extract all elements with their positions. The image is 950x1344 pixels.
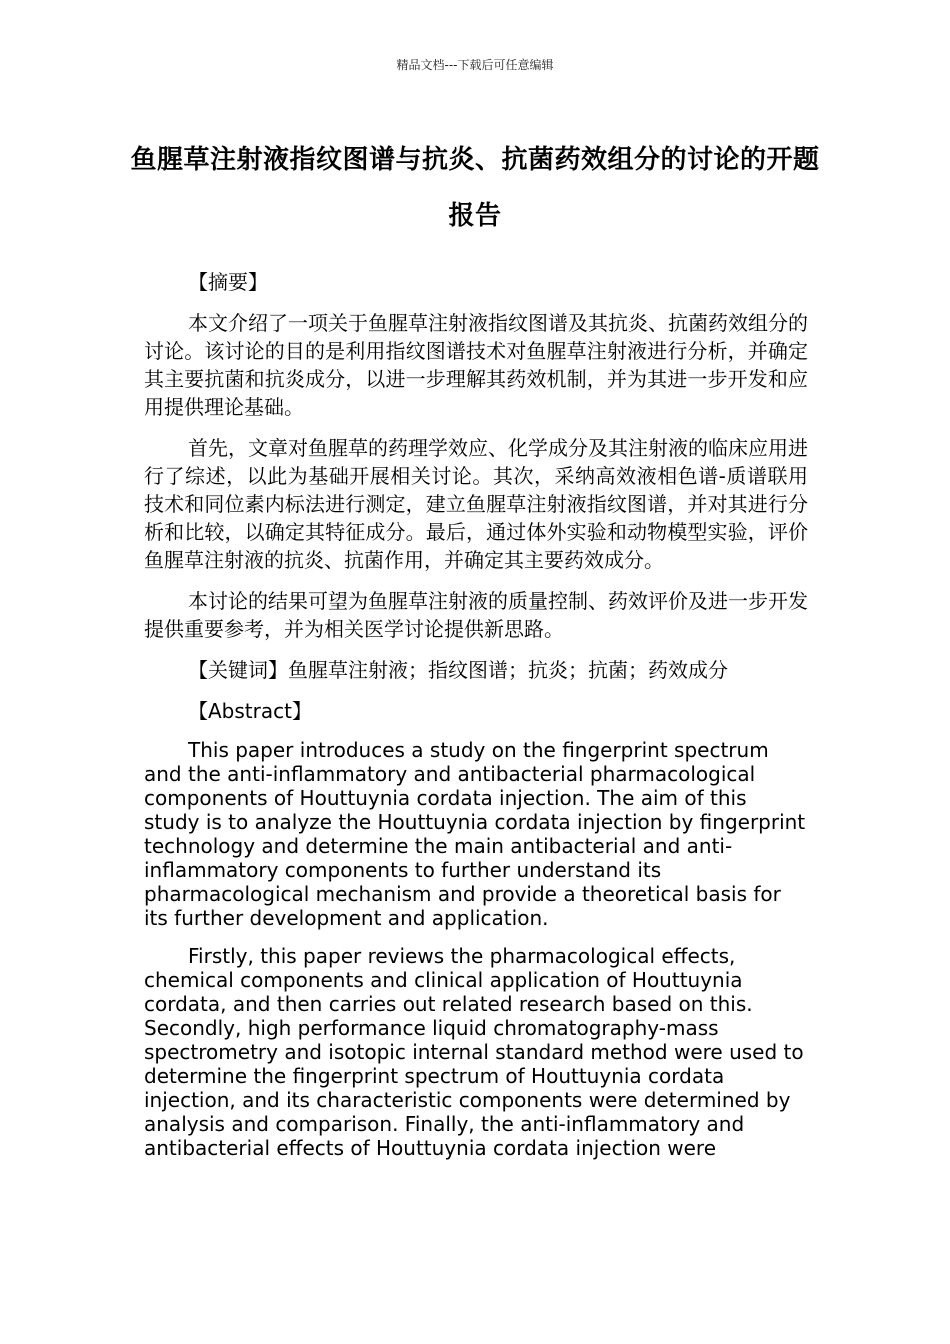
abstract-en-paragraph-2: Firstly, this paper reviews the pharmacological effects, chemical components and clinical application of Houttuynia cordata, and then carries out related research based on this. Secondly, high performance liquid chromatography-mass spectrometry and isotopic internal standard method were used to determine the fingerprint spectrum of Houttuynia cordata injection, and its characteristic components were determined by analysis and comparison. Finally, the anti-inflammatory and antibacterial effects of Houttuynia cordata injection were [144, 944, 804, 1160]
abstract-en-paragraph-1: This paper introduces a study on the fingerprint spectrum and the anti-inflammatory and antibacterial pharmacological components of Houttuynia cordata injection. The aim of this study is to analyze the Houttuynia cordata injection by fingerprint technology and determine the main antibacterial and anti-inflammatory components to further understand its pharmacological mechanism and provide a theoretical basis for its further development and application. [144, 738, 806, 930]
document-title: 鱼腥草注射液指纹图谱与抗炎、抗菌药效组分的讨论的开题报告 [130, 145, 820, 231]
abstract-cn-heading: 【摘要】 [188, 270, 268, 294]
abstract-en-heading: 【Abstract】 [188, 699, 312, 723]
abstract-cn-paragraph-2: 首先，文章对鱼腥草的药理学效应、化学成分及其注射液的临床应用进行了综述，以此为基础开展相关讨论。其次，采纳高效液相色谱-质谱联用技术和同位素内标法进行测定，建立鱼腥草注射液指纹图谱，并对其进行分析和比较，以确定其特征成分。最后，通过体外实验和动物模型实验，评价鱼腥草注射液的抗炎、抗菌作用，并确定其主要药效成分。 [144, 436, 808, 572]
document-body [144, 268, 808, 1174]
keywords-text: 鱼腥草注射液；指纹图谱；抗炎；抗菌；药效成分 [288, 658, 728, 682]
abstract-cn-paragraph-1: 本文介绍了一项关于鱼腥草注射液指纹图谱及其抗炎、抗菌药效组分的讨论。该讨论的目的是利用指纹图谱技术对鱼腥草注射液进行分析，并确定其主要抗菌和抗炎成分，以进一步理解其药效机制，并为其进一步开发和应用提供理论基础。 [144, 311, 808, 419]
keywords-line [144, 656, 808, 684]
abstract-cn-paragraph-3: 本讨论的结果可望为鱼腥草注射液的质量控制、药效评价及进一步开发提供重要参考，并为相关医学讨论提供新思路。 [144, 589, 808, 641]
header-note: 精品文档---下载后可任意编辑 [396, 58, 554, 72]
keywords-label: 【关键词】 [188, 658, 288, 682]
